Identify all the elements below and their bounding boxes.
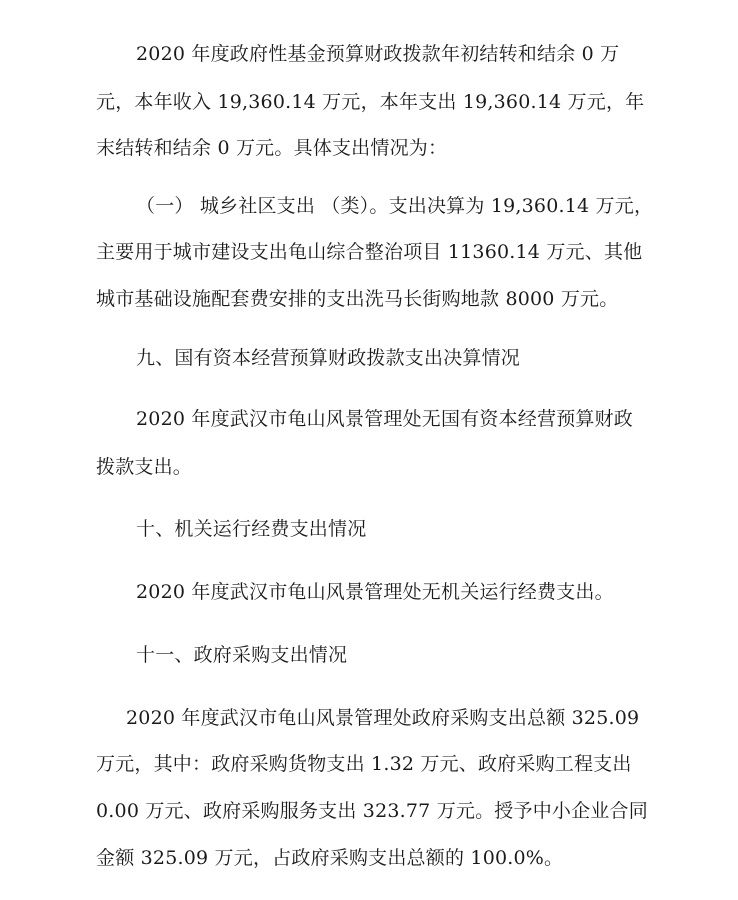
paragraph-fund-budget-line-1: 2020 年度政府性基金预算财政拨款年初结转和结余 0 万: [136, 43, 620, 65]
paragraph-operating-expenses: 2020 年度武汉市龟山风景管理处无机关运行经费支出。: [136, 581, 614, 603]
paragraph-state-capital-line-2: 拨款支出。: [96, 456, 193, 478]
paragraph-procurement-line-4: 金额 325.09 万元，占政府采购支出总额的 100.0%。: [96, 847, 564, 869]
section-heading-operating-expenses: 十、机关运行经费支出情况: [136, 518, 367, 540]
paragraph-community-expense-line-3: 城市基础设施配套费安排的支出洗马长街购地款 8000 万元。: [96, 288, 619, 310]
paragraph-fund-budget-line-3: 末结转和结余 0 万元。具体支出情况为：: [96, 137, 448, 159]
paragraph-community-expense-line-2: 主要用于城市建设支出龟山综合整治项目 11360.14 万元、其他: [96, 241, 643, 263]
paragraph-state-capital-line-1: 2020 年度武汉市龟山风景管理处无国有资本经营预算财政: [136, 408, 633, 430]
paragraph-fund-budget-line-2: 元，本年收入 19,360.14 万元，本年支出 19,360.14 万元，年: [96, 91, 645, 113]
section-heading-procurement: 十一、政府采购支出情况: [136, 644, 348, 666]
paragraph-procurement-line-2: 万元，其中：政府采购货物支出 1.32 万元、政府采购工程支出: [96, 753, 632, 775]
paragraph-community-expense-line-1: （一） 城乡社区支出 （类）。支出决算为 19,360.14 万元，: [136, 195, 654, 217]
paragraph-procurement-line-1: 2020 年度武汉市龟山风景管理处政府采购支出总额 325.09: [126, 707, 640, 729]
section-heading-state-capital: 九、国有资本经营预算财政拨款支出决算情况: [136, 347, 521, 369]
paragraph-procurement-line-3: 0.00 万元、政府采购服务支出 323.77 万元。授予中小企业合同: [96, 800, 648, 822]
